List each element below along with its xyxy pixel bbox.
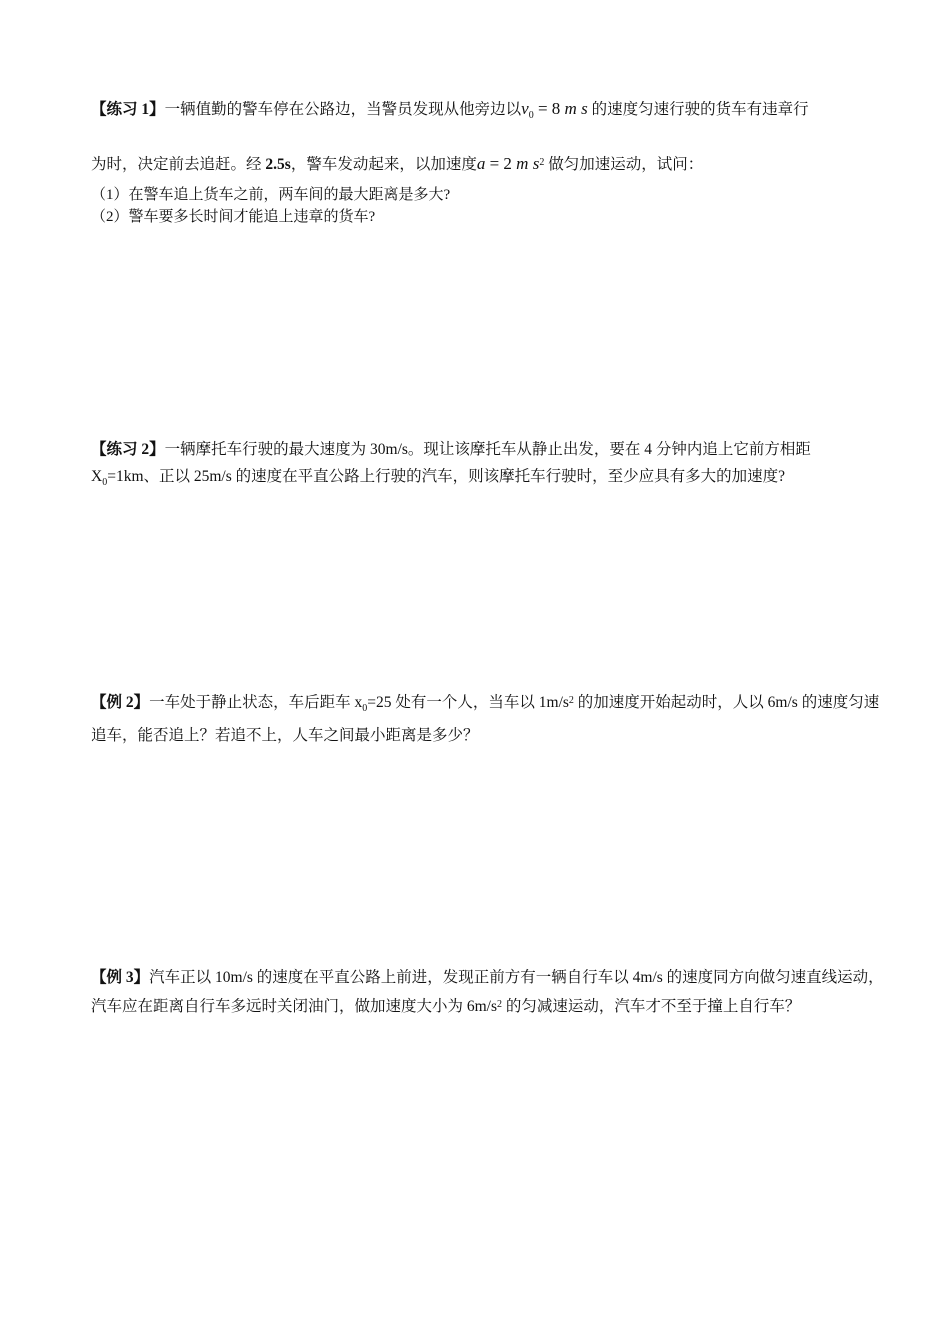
distance-symbol: X: [91, 468, 103, 485]
delay-time: 2.5s: [265, 156, 291, 173]
acceleration-symbol: a: [476, 154, 486, 173]
problem-text: 为时，决定前去追赶。经: [91, 156, 266, 173]
velocity-formula: [521, 99, 588, 121]
problem-text: =25 处有一个人，当车以 1m/s: [367, 694, 569, 711]
distance-subscript: 0: [102, 477, 108, 488]
problem-example-2: [91, 687, 887, 749]
velocity-subscript: 0: [528, 110, 534, 121]
distance-subscript: 0: [362, 703, 368, 714]
unit-exponent: 2: [568, 695, 574, 706]
problem-example-3: [91, 964, 887, 1020]
problem-text: 一车处于静止状态，车后距车 x: [149, 694, 363, 711]
problem-tag: 【例 3】: [91, 969, 150, 986]
problem-body: [91, 436, 887, 496]
acceleration-formula: [477, 154, 545, 173]
problem-practice-1: [91, 96, 887, 228]
problem-tag: 【例 2】: [91, 694, 150, 711]
problem-text: 一辆摩托车行驶的最大速度为 30m/s。现让该摩托车从静止出发，要在 4 分钟内追上它前方相距: [164, 441, 811, 458]
problem-text: 的匀减速运动，汽车才不至于撞上自行车？: [502, 998, 801, 1015]
acceleration-value: = 2: [485, 154, 512, 173]
problem-text: ，警车发动起来，以加速度: [290, 156, 477, 173]
question-1: （1）在警车追上货车之前，两车间的最大距离是多大?: [91, 187, 451, 203]
velocity-value: = 8: [533, 99, 561, 118]
velocity-symbol: v: [521, 99, 529, 118]
problem-line-1: [91, 96, 887, 129]
velocity-unit: m s: [564, 99, 588, 118]
question-2: （2）警车要多长时间才能追上违章的货车?: [91, 209, 376, 225]
acceleration-exponent: 2: [539, 157, 545, 168]
problem-tag: 【练习 1】: [91, 101, 165, 118]
problem-body: [91, 964, 887, 1020]
acceleration-unit: m s: [516, 154, 540, 173]
unit-exponent: 2: [497, 999, 503, 1010]
problem-body: [91, 687, 887, 749]
problem-text: 汽车正以 10m/s 的速度在平直公路上前进，发现正前方有一辆自行车以 4m/s 的速度同方向做匀速直线运动，汽车应在距离自行车多远时关闭油门，做加速度大小为 6m/s: [91, 969, 884, 1015]
problem-text: =1km、正以 25m/s 的速度在平直公路上行驶的汽车，则该摩托车行驶时，至少应具有多大的加速度?: [107, 468, 786, 485]
problem-text: 做匀加速运动，试问：: [544, 156, 704, 173]
problem-text: 的速度匀速行驶的货车有违章行: [591, 101, 809, 118]
problem-text: 一辆值勤的警车停在公路边，当警员发现从他旁边以: [164, 101, 522, 118]
problem-tag: 【练习 2】: [91, 441, 165, 458]
problem-line-2: [91, 150, 887, 178]
problem-text: 的加速度开始起动时，人以 6m/s 的速度匀速追车，能否追上？若追不上，人车之间最小距离是多少？: [91, 694, 880, 744]
problem-practice-2: [91, 436, 887, 496]
